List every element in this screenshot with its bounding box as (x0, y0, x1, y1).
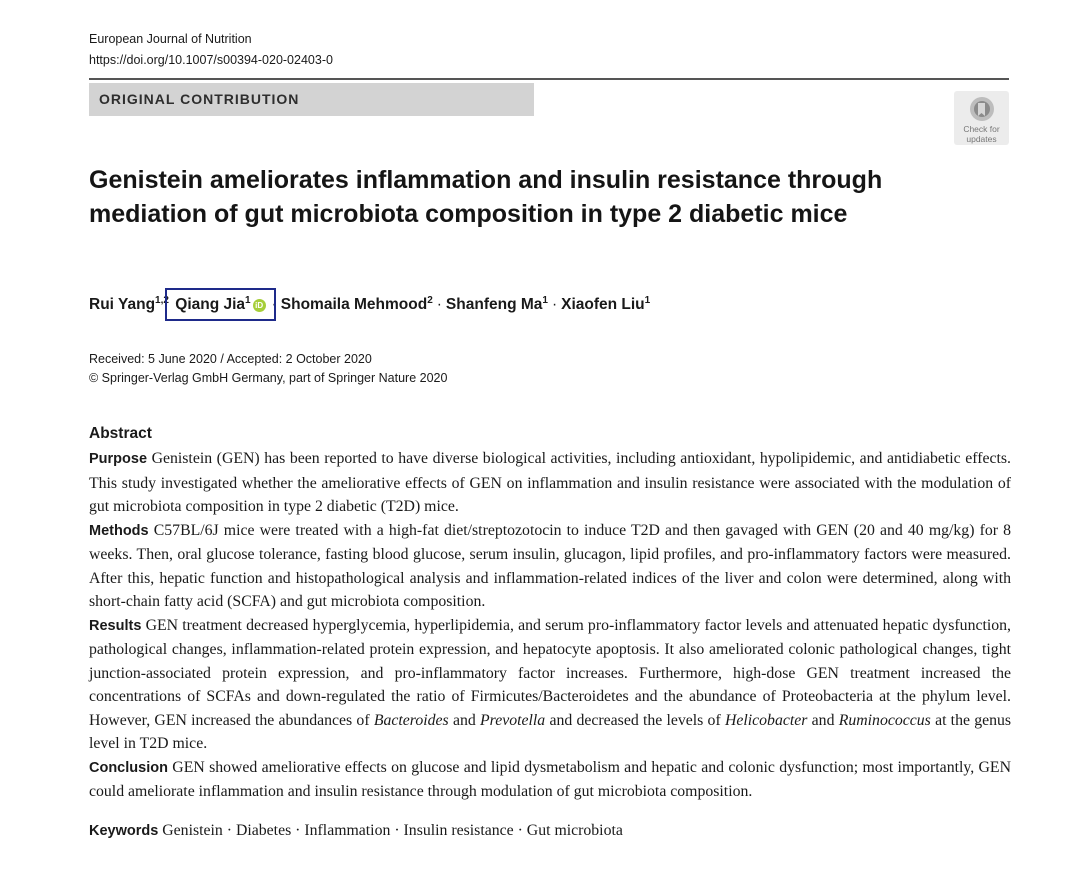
author-name: Xiaofen Liu (561, 296, 645, 313)
author-name: Shomaila Mehmood (280, 296, 428, 313)
received-accepted: Received: 5 June 2020 / Accepted: 2 October 2020 (89, 352, 372, 366)
publication-dates (89, 350, 447, 388)
author-separator: · (436, 296, 442, 313)
author-affiliation: 2 (427, 295, 433, 306)
purpose-text: Genistein (GEN) has been reported to have diverse biological activities, including antioxidant, hypolipidemic, and antidiabetic effects. This study investigated whether the ameliorative effects of GEN on inflammation and insulin resistance were associated with the modulation of gut microbiota composition in type 2 diabetic (T2D) mice. (89, 450, 1011, 515)
abstract-results (89, 614, 1011, 756)
author-list (89, 293, 650, 317)
purpose-label: Purpose (89, 451, 148, 467)
check-for-updates-button[interactable] (954, 91, 1009, 145)
author-affiliation: 1 (542, 295, 548, 306)
results-label: Results (89, 617, 142, 634)
copyright: © Springer-Verlag GmbH Germany, part of Springer Nature 2020 (89, 371, 448, 385)
abstract-purpose (89, 447, 1011, 519)
genus-prevotella: Prevotella (479, 711, 546, 729)
results-text-b: and decreased the levels of (549, 711, 721, 729)
conclusion-text: GEN showed ameliorative effects on glucose and lipid dysmetabolism and hepatic and colonic dysfunction; most importantly, GEN could ameliorate inflammation and insulin resistance through modulation of gut microbiota composition. (89, 758, 1011, 800)
article-title: Genistein ameliorates inflammation and insulin resistance through mediation of gut microbiota composition in type 2 diabetic mice (89, 166, 883, 228)
author-5[interactable] (561, 296, 650, 313)
check-for-updates-icon (967, 94, 997, 124)
genus-bacteroides: Bacteroides (373, 711, 449, 729)
results-and-1: and (452, 711, 476, 729)
author-3[interactable] (281, 296, 433, 313)
header-rule (89, 78, 1009, 80)
author-affiliation: 1,2 (155, 295, 169, 306)
journal-name: European Journal of Nutrition (89, 32, 252, 46)
genus-ruminococcus: Ruminococcus (838, 711, 931, 729)
author-name: Shanfeng Ma (445, 296, 543, 313)
author-2-highlighted[interactable] (173, 296, 267, 313)
results-text-c: at the genus level in T2D mice. (89, 711, 1012, 752)
methods-label: Methods (89, 522, 149, 539)
abstract-methods (89, 519, 1011, 614)
author-separator: · (271, 296, 277, 313)
article-type-banner: ORIGINAL CONTRIBUTION (89, 83, 534, 116)
doi-link[interactable]: https://doi.org/10.1007/s00394-020-02403-0 (89, 53, 333, 67)
methods-text: C57BL/6J mice were treated with a high-fat diet/streptozotocin to induce T2D and then gavaged with GEN (20 and 40 mg/kg) for 8 weeks. Then, oral glucose tolerance, fasting blood glucose, serum insulin, glucagon, lipid profiles, and pro-inflammatory factors were measured. After this, hepatic function and histopathological analysis and inflammation-related indices of the liver and colon were determined, along with short-chain fatty acid (SCFA) and gut microbiota composition. (89, 521, 1012, 610)
check-for-updates-label-1: Check for (963, 124, 1000, 134)
author-affiliation: 1 (245, 295, 251, 306)
abstract-heading: Abstract (89, 425, 152, 442)
orcid-icon[interactable]: iD (253, 299, 266, 312)
keywords-text: Genistein · Diabetes · Inflammation · Insulin resistance · Gut microbiota (162, 822, 623, 839)
check-for-updates-label-2: updates (966, 134, 997, 144)
genus-helicobacter: Helicobacter (724, 711, 808, 729)
author-separator: · (551, 296, 558, 313)
journal-header (89, 29, 333, 71)
keywords (89, 820, 623, 842)
author-name: Rui Yang (89, 296, 156, 313)
abstract-body (89, 447, 1011, 804)
author-1[interactable] (89, 296, 169, 313)
abstract-conclusion (89, 756, 1011, 804)
conclusion-label: Conclusion (89, 759, 168, 776)
keywords-label: Keywords (89, 823, 159, 839)
results-and-2: and (811, 711, 835, 729)
author-name: Qiang Jia (175, 296, 246, 313)
author-4[interactable] (446, 296, 548, 313)
results-text-a: GEN treatment decreased hyperglycemia, hyperlipidemia, and serum pro-inflammatory factor levels and attenuated hepatic dysfunction, pathological changes, inflammation-related protein expression, and hepatocyte apoptosis. It also ameliorated colonic pathological changes, tight junction-associated protein expression, and pro-inflammatory factor increases. Furthermore, high-dose GEN treatment increased the concentrations of SCFAs and down-regulated the ratio of Firmicutes/Bacteroidetes and the abundance of Proteobacteria at the phylum level. However, GEN increased the abundances of (89, 616, 1012, 729)
author-affiliation: 1 (644, 295, 651, 306)
